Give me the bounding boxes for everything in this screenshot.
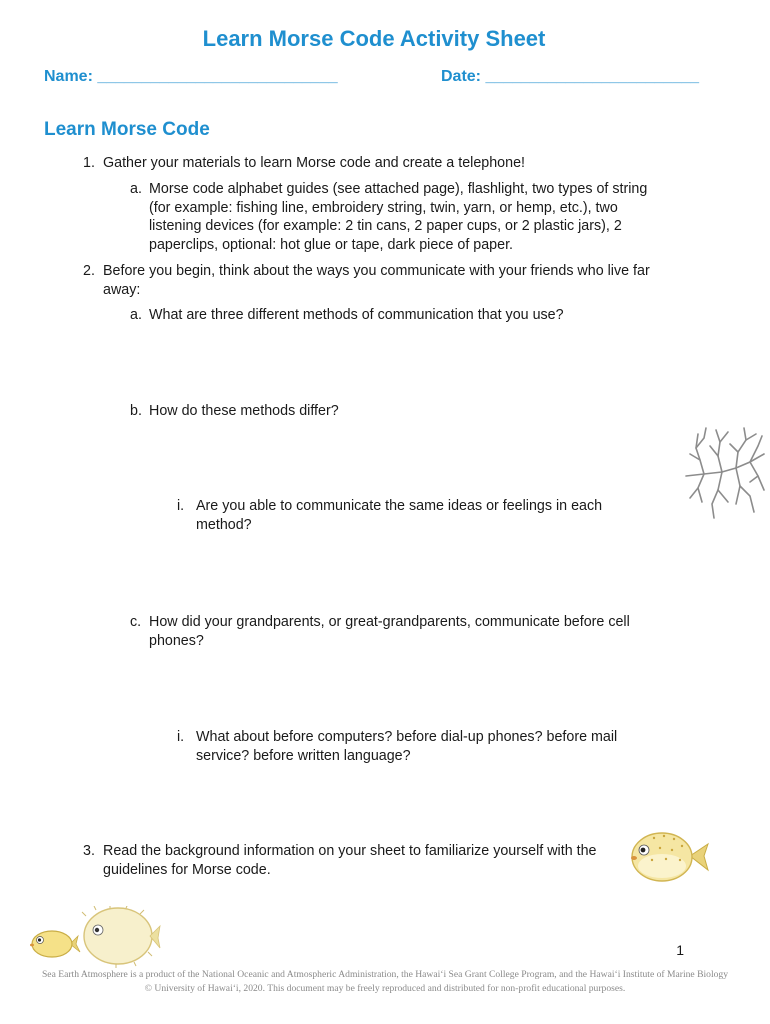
section-heading: Learn Morse Code [44,119,210,140]
question-2a [130,306,660,325]
footer-copyright: Sea Earth Atmosphere is a product of the National Oceanic and Atmospheric Administration, the Hawaiʻi Sea Grant College Program, and the Hawaiʻi Institute of Marine Biology © University of Hawaiʻi, 2020. This document may be freely reproduced and distributed for non-profit educational purposes. [41,969,729,994]
date-field-label: Date: ________________________ [441,68,700,85]
question-roman: i. [177,498,185,514]
question-text: What are three different methods of communication that you use? [149,307,564,323]
question-1a [130,180,660,254]
name-field-label: Name: ___________________________ [44,68,338,85]
question-2c [130,613,675,650]
question-letter: a. [130,307,142,323]
question-number: 3. [83,843,95,859]
question-2b [130,402,660,421]
question-2c-i [177,728,647,765]
question-text: Before you begin, think about the ways you communicate with your friends who live far away: [103,263,650,298]
page-title: Learn Morse Code Activity Sheet [202,26,546,51]
question-roman: i. [177,729,185,745]
question-1 [83,154,643,173]
question-number: 2. [83,263,95,279]
question-text: How did your grandparents, or great-grandparents, communicate before cell phones? [149,614,630,649]
question-text: Are you able to communicate the same ideas or feelings in each method? [196,498,603,533]
question-text: Read the background information on your sheet to familiarize yourself with the guidelines for Morse code. [103,843,597,878]
question-3 [83,842,628,879]
coral-illustration [684,424,766,524]
question-2b-i [177,497,647,534]
question-number: 1. [83,155,95,171]
question-letter: a. [130,181,142,197]
pufferfish-illustration [624,826,712,886]
question-text: What about before computers? before dial-up phones? before mail service? before written language? [196,729,618,764]
question-2 [83,262,673,299]
question-letter: b. [130,403,142,419]
question-text: How do these methods differ? [149,403,339,419]
question-letter: c. [130,614,142,630]
page-number: 1 [676,942,684,958]
question-text: Morse code alphabet guides (see attached page), flashlight, two types of string (for example: fishing line, embroidery string, twin, yarn, or hemp, etc.), two listening devices (for example: 2 tin cans, 2 paper cups, or 2 plastic jars), 2 paperclips, optional: hot glue or tape, dark piece of paper. [149,181,648,253]
question-text: Gather your materials to learn Morse code and create a telephone! [103,155,525,171]
pufferfish-illustration [26,906,162,972]
